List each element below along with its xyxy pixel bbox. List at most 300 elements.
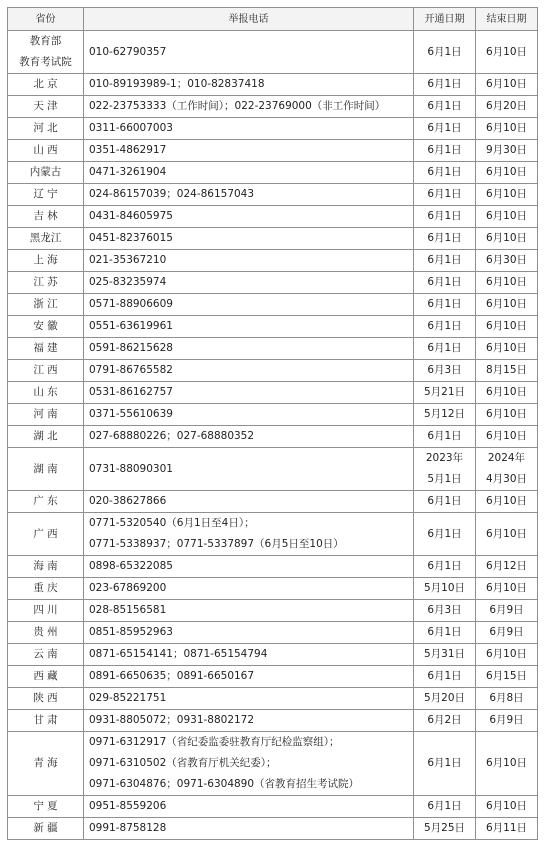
table-row	[8, 250, 538, 272]
end-date-cell	[476, 644, 538, 666]
end-date-cell-line: 6月10日	[485, 342, 528, 354]
end-date-cell-line: 6月11日	[485, 822, 528, 834]
end-date-cell	[476, 382, 538, 404]
province-cell-line: 上 海	[33, 254, 58, 266]
table-row	[8, 31, 538, 74]
phone-cell-line: 0311-66007003	[89, 122, 173, 134]
end-date-cell	[476, 426, 538, 448]
end-date-cell-line: 6月15日	[485, 670, 528, 682]
start-date-cell	[414, 272, 476, 294]
phone-cell	[84, 818, 414, 840]
start-date-cell-line: 6月1日	[427, 527, 462, 540]
phone-cell-line: 022-23753333（工作时间）；022-23769000（非工作时间）	[89, 100, 386, 112]
end-date-cell-line: 6月8日	[489, 692, 524, 704]
phone-cell	[84, 360, 414, 382]
end-date-cell	[476, 600, 538, 622]
phone-cell	[84, 622, 414, 644]
start-date-cell-line: 5月10日	[423, 582, 466, 594]
table-row	[8, 404, 538, 426]
province-cell-line: 山 东	[33, 386, 58, 398]
province-cell	[8, 228, 84, 250]
start-date-cell-line: 2023年	[425, 452, 464, 464]
table-row	[8, 272, 538, 294]
table-row	[8, 360, 538, 382]
province-cell-line: 教育考试院	[19, 56, 72, 68]
province-cell	[8, 448, 84, 491]
phone-cell-line: 0971-6312917（省纪委监委驻教育厅纪检监察组）；	[89, 736, 340, 748]
start-date-cell-line: 6月1日	[427, 800, 462, 812]
start-date-cell	[414, 688, 476, 710]
province-cell-line: 福 建	[33, 342, 58, 354]
province-cell	[8, 622, 84, 644]
end-date-cell	[476, 206, 538, 228]
table-row	[8, 513, 538, 556]
phone-cell-line: 010-89193989-1；010-82837418	[89, 78, 265, 90]
table-row	[8, 666, 538, 688]
phone-cell	[84, 250, 414, 272]
start-date-cell-line: 6月1日	[427, 100, 462, 112]
phone-cell-line: 0898-65322085	[89, 560, 173, 572]
phone-cell-line: 0471-3261904	[89, 166, 167, 178]
end-date-cell	[476, 294, 538, 316]
end-date-cell	[476, 448, 538, 491]
phone-cell	[84, 796, 414, 818]
phone-cell	[84, 228, 414, 250]
start-date-cell	[414, 732, 476, 796]
province-cell	[8, 818, 84, 840]
province-cell-line: 贵 州	[33, 626, 58, 638]
start-date-cell	[414, 426, 476, 448]
start-date-cell-line: 6月1日	[427, 232, 462, 244]
province-cell	[8, 74, 84, 96]
start-date-cell	[414, 622, 476, 644]
end-date-cell-line: 6月10日	[485, 276, 528, 288]
province-cell	[8, 294, 84, 316]
start-date-cell-line: 6月3日	[427, 604, 462, 616]
table-row	[8, 96, 538, 118]
table-row	[8, 622, 538, 644]
phone-cell	[84, 118, 414, 140]
end-date-cell-line: 6月10日	[485, 78, 528, 90]
table-row	[8, 796, 538, 818]
end-date-cell	[476, 556, 538, 578]
end-date-cell-line: 6月10日	[485, 495, 528, 507]
end-date-cell-line: 6月10日	[485, 232, 528, 244]
start-date-cell	[414, 448, 476, 491]
start-date-cell	[414, 710, 476, 732]
phone-cell-line: 0371-55610639	[89, 408, 173, 420]
start-date-cell	[414, 294, 476, 316]
end-date-cell-line: 6月10日	[485, 45, 528, 58]
phone-cell	[84, 31, 414, 74]
province-cell-line: 江 苏	[33, 276, 58, 288]
province-cell-line: 广 西	[33, 527, 58, 540]
phone-cell-line: 028-85156581	[89, 604, 167, 616]
phone-cell-line: 0971-6310502（省教育厅机关纪委）；	[89, 757, 277, 769]
start-date-cell	[414, 404, 476, 426]
province-cell	[8, 184, 84, 206]
phone-cell-line: 0891-6650635；0891-6650167	[89, 670, 255, 682]
province-cell-line: 广 东	[33, 495, 58, 507]
start-date-cell-line: 6月1日	[427, 320, 462, 332]
start-date-cell-line: 5月20日	[423, 692, 466, 704]
phone-cell	[84, 644, 414, 666]
phone-cell-line: 0851-85952963	[89, 626, 173, 638]
table-row	[8, 184, 538, 206]
start-date-cell	[414, 140, 476, 162]
province-cell	[8, 688, 84, 710]
province-cell-line: 内蒙古	[29, 166, 62, 178]
start-date-cell	[414, 96, 476, 118]
start-date-cell-line: 5月12日	[423, 408, 466, 420]
phone-cell-line: 0591-86215628	[89, 342, 173, 354]
phone-cell	[84, 316, 414, 338]
province-cell-line: 云 南	[33, 648, 58, 660]
start-date-cell-line: 6月1日	[427, 144, 462, 156]
phone-cell-line: 0771-5320540（6月1日至4日）；	[89, 517, 255, 529]
end-date-cell	[476, 118, 538, 140]
end-date-cell	[476, 184, 538, 206]
start-date-cell	[414, 491, 476, 513]
province-cell	[8, 578, 84, 600]
end-date-cell-line: 6月10日	[485, 386, 528, 398]
start-date-cell-line: 5月25日	[423, 822, 466, 834]
start-date-cell	[414, 338, 476, 360]
table-row	[8, 294, 538, 316]
province-cell-line: 陕 西	[33, 692, 58, 704]
phone-cell-line: 0431-84605975	[89, 210, 173, 222]
end-date-cell-line: 6月10日	[485, 582, 528, 594]
end-date-cell-line: 6月10日	[485, 188, 528, 200]
province-cell-line: 湖 南	[33, 462, 58, 475]
phone-cell	[84, 513, 414, 556]
start-date-cell-line: 6月1日	[427, 45, 462, 58]
table-row	[8, 600, 538, 622]
start-date-cell-line: 6月1日	[427, 560, 462, 572]
end-date-cell-line: 6月9日	[489, 604, 524, 616]
province-cell	[8, 360, 84, 382]
phone-cell	[84, 382, 414, 404]
end-date-cell-line: 4月30日	[485, 473, 528, 485]
end-date-cell	[476, 360, 538, 382]
phone-cell	[84, 404, 414, 426]
end-date-cell-line: 6月12日	[485, 560, 528, 572]
phone-cell-line: 0451-82376015	[89, 232, 173, 244]
province-cell	[8, 272, 84, 294]
end-date-cell	[476, 74, 538, 96]
province-cell-line: 青 海	[33, 757, 58, 769]
end-date-cell-line: 6月10日	[485, 527, 528, 540]
province-cell-line: 湖 北	[33, 430, 58, 442]
start-date-cell	[414, 118, 476, 140]
province-cell-line: 山 西	[33, 144, 58, 156]
end-date-cell-line: 6月10日	[485, 648, 528, 660]
end-date-cell-line: 6月10日	[485, 320, 528, 332]
province-cell-line: 重 庆	[33, 582, 58, 594]
phone-cell-line: 024-86157039；024-86157043	[89, 188, 255, 200]
phone-cell-line: 0351-4862917	[89, 144, 167, 156]
table-row	[8, 382, 538, 404]
table-row	[8, 228, 538, 250]
start-date-cell-line: 6月1日	[427, 495, 462, 507]
start-date-cell-line: 5月21日	[423, 386, 466, 398]
start-date-cell	[414, 228, 476, 250]
end-date-cell	[476, 31, 538, 74]
table-row	[8, 206, 538, 228]
phone-cell-line: 025-83235974	[89, 276, 167, 288]
end-date-cell	[476, 250, 538, 272]
end-date-cell	[476, 272, 538, 294]
province-cell	[8, 382, 84, 404]
phone-cell-line: 023-67869200	[89, 582, 167, 594]
province-cell-line: 黑龙江	[29, 232, 62, 244]
table-row	[8, 556, 538, 578]
end-date-cell-line: 6月10日	[485, 166, 528, 178]
end-date-cell	[476, 404, 538, 426]
phone-cell	[84, 206, 414, 228]
table-row	[8, 338, 538, 360]
province-cell-line: 新 疆	[33, 822, 58, 834]
phone-cell-line: 0871-65154141；0871-65154794	[89, 648, 268, 660]
province-cell	[8, 140, 84, 162]
province-cell	[8, 600, 84, 622]
province-cell-line: 甘 肃	[33, 714, 58, 726]
province-cell-line: 天 津	[33, 100, 58, 112]
end-date-cell-line: 8月15日	[485, 364, 528, 376]
province-cell	[8, 404, 84, 426]
phone-cell-line: 021-35367210	[89, 254, 167, 266]
province-cell	[8, 666, 84, 688]
end-date-cell-line: 6月10日	[485, 298, 528, 310]
province-cell-line: 西 藏	[33, 670, 58, 682]
phone-cell	[84, 491, 414, 513]
start-date-cell-line: 6月1日	[427, 626, 462, 638]
province-cell-line: 浙 江	[33, 298, 58, 310]
start-date-cell-line: 5月1日	[427, 473, 462, 485]
end-date-cell	[476, 796, 538, 818]
phone-cell	[84, 294, 414, 316]
header-end-date: 结束日期	[476, 8, 538, 31]
phone-cell	[84, 74, 414, 96]
phone-cell	[84, 688, 414, 710]
phone-cell-line: 029-85221751	[89, 692, 167, 704]
table-row	[8, 818, 538, 840]
table-row	[8, 74, 538, 96]
province-cell-line: 吉 林	[33, 210, 58, 222]
end-date-cell	[476, 228, 538, 250]
phone-cell	[84, 338, 414, 360]
province-cell	[8, 710, 84, 732]
start-date-cell-line: 6月1日	[427, 757, 462, 769]
phone-cell	[84, 162, 414, 184]
phone-cell	[84, 710, 414, 732]
province-cell	[8, 250, 84, 272]
start-date-cell-line: 6月1日	[427, 166, 462, 178]
phone-cell-line: 027-68880226；027-68880352	[89, 430, 255, 442]
start-date-cell	[414, 666, 476, 688]
end-date-cell	[476, 96, 538, 118]
phone-cell-line: 0771-5338937；0771-5337897（6月5日至10日）	[89, 538, 344, 550]
province-cell-line: 海 南	[33, 560, 58, 572]
table-row	[8, 316, 538, 338]
start-date-cell	[414, 513, 476, 556]
table-header-row	[8, 8, 538, 31]
province-cell	[8, 513, 84, 556]
province-cell	[8, 118, 84, 140]
table-row	[8, 448, 538, 491]
province-cell	[8, 491, 84, 513]
end-date-cell-line: 6月9日	[489, 626, 524, 638]
start-date-cell	[414, 74, 476, 96]
province-cell-line: 辽 宁	[33, 188, 58, 200]
end-date-cell	[476, 688, 538, 710]
table-row	[8, 732, 538, 796]
province-cell	[8, 162, 84, 184]
phone-cell	[84, 578, 414, 600]
province-cell-line: 宁 夏	[33, 800, 58, 812]
table-row	[8, 710, 538, 732]
province-cell	[8, 96, 84, 118]
start-date-cell	[414, 206, 476, 228]
phone-cell-line: 0731-88090301	[89, 462, 173, 475]
phone-cell-line: 010-62790357	[89, 45, 167, 58]
end-date-cell-line: 6月10日	[485, 757, 528, 769]
phone-cell	[84, 140, 414, 162]
start-date-cell-line: 6月1日	[427, 342, 462, 354]
province-cell-line: 河 北	[33, 122, 58, 134]
start-date-cell-line: 6月1日	[427, 210, 462, 222]
phone-cell	[84, 96, 414, 118]
start-date-cell	[414, 796, 476, 818]
table-row	[8, 578, 538, 600]
province-cell	[8, 732, 84, 796]
table-row	[8, 118, 538, 140]
province-cell	[8, 644, 84, 666]
header-province: 省份	[8, 8, 84, 31]
province-cell-line: 河 南	[33, 408, 58, 420]
province-cell	[8, 31, 84, 74]
province-cell-line: 安 徽	[33, 320, 58, 332]
table-row	[8, 140, 538, 162]
phone-cell-line: 0531-86162757	[89, 386, 173, 398]
start-date-cell	[414, 818, 476, 840]
phone-cell-line: 0931-8805072；0931-8802172	[89, 714, 255, 726]
table-row	[8, 644, 538, 666]
phone-cell	[84, 184, 414, 206]
start-date-cell	[414, 316, 476, 338]
province-cell	[8, 556, 84, 578]
table-row	[8, 688, 538, 710]
phone-cell-line: 0951-8559206	[89, 800, 167, 812]
phone-cell-line: 020-38627866	[89, 495, 167, 507]
province-cell	[8, 796, 84, 818]
start-date-cell	[414, 556, 476, 578]
phone-cell	[84, 732, 414, 796]
end-date-cell-line: 6月10日	[485, 800, 528, 812]
phone-cell-line: 0791-86765582	[89, 364, 173, 376]
phone-cell	[84, 556, 414, 578]
start-date-cell-line: 6月2日	[427, 714, 462, 726]
province-cell	[8, 316, 84, 338]
phone-cell	[84, 272, 414, 294]
end-date-cell-line: 6月30日	[485, 254, 528, 266]
province-cell-line: 江 西	[33, 364, 58, 376]
start-date-cell	[414, 382, 476, 404]
end-date-cell	[476, 338, 538, 360]
end-date-cell-line: 9月30日	[485, 144, 528, 156]
start-date-cell	[414, 250, 476, 272]
end-date-cell	[476, 732, 538, 796]
end-date-cell-line: 6月10日	[485, 408, 528, 420]
end-date-cell	[476, 162, 538, 184]
phone-cell-line: 0991-8758128	[89, 822, 167, 834]
phone-cell	[84, 426, 414, 448]
start-date-cell-line: 6月1日	[427, 276, 462, 288]
start-date-cell	[414, 162, 476, 184]
start-date-cell-line: 6月1日	[427, 670, 462, 682]
start-date-cell-line: 5月31日	[423, 648, 466, 660]
header-start-date: 开通日期	[414, 8, 476, 31]
end-date-cell-line: 6月10日	[485, 210, 528, 222]
start-date-cell	[414, 600, 476, 622]
end-date-cell	[476, 818, 538, 840]
province-cell-line: 四 川	[33, 604, 58, 616]
phone-cell	[84, 666, 414, 688]
end-date-cell	[476, 491, 538, 513]
province-cell	[8, 206, 84, 228]
table-row	[8, 162, 538, 184]
end-date-cell-line: 6月10日	[485, 430, 528, 442]
phone-cell-line: 0551-63619961	[89, 320, 173, 332]
start-date-cell-line: 6月1日	[427, 430, 462, 442]
end-date-cell	[476, 316, 538, 338]
table-row	[8, 491, 538, 513]
end-date-cell	[476, 513, 538, 556]
end-date-cell	[476, 578, 538, 600]
hotline-table	[7, 7, 538, 840]
table-row	[8, 426, 538, 448]
phone-cell-line: 0571-88906609	[89, 298, 173, 310]
start-date-cell	[414, 184, 476, 206]
start-date-cell	[414, 644, 476, 666]
end-date-cell-line: 6月20日	[485, 100, 528, 112]
start-date-cell	[414, 578, 476, 600]
phone-cell-line: 0971-6304876；0971-6304890（省教育招生考试院）	[89, 778, 360, 790]
end-date-cell-line: 6月9日	[489, 714, 524, 726]
end-date-cell	[476, 622, 538, 644]
phone-cell	[84, 600, 414, 622]
end-date-cell	[476, 666, 538, 688]
start-date-cell-line: 6月1日	[427, 78, 462, 90]
end-date-cell-line: 2024年	[487, 452, 526, 464]
province-cell	[8, 338, 84, 360]
start-date-cell-line: 6月1日	[427, 188, 462, 200]
start-date-cell-line: 6月1日	[427, 298, 462, 310]
header-phone: 举报电话	[84, 8, 414, 31]
start-date-cell-line: 6月1日	[427, 254, 462, 266]
start-date-cell	[414, 360, 476, 382]
start-date-cell-line: 6月1日	[427, 122, 462, 134]
end-date-cell	[476, 710, 538, 732]
start-date-cell-line: 6月3日	[427, 364, 462, 376]
province-cell	[8, 426, 84, 448]
end-date-cell	[476, 140, 538, 162]
province-cell-line: 北 京	[33, 78, 58, 90]
province-cell-line: 教育部	[29, 35, 62, 47]
end-date-cell-line: 6月10日	[485, 122, 528, 134]
start-date-cell	[414, 31, 476, 74]
phone-cell	[84, 448, 414, 491]
